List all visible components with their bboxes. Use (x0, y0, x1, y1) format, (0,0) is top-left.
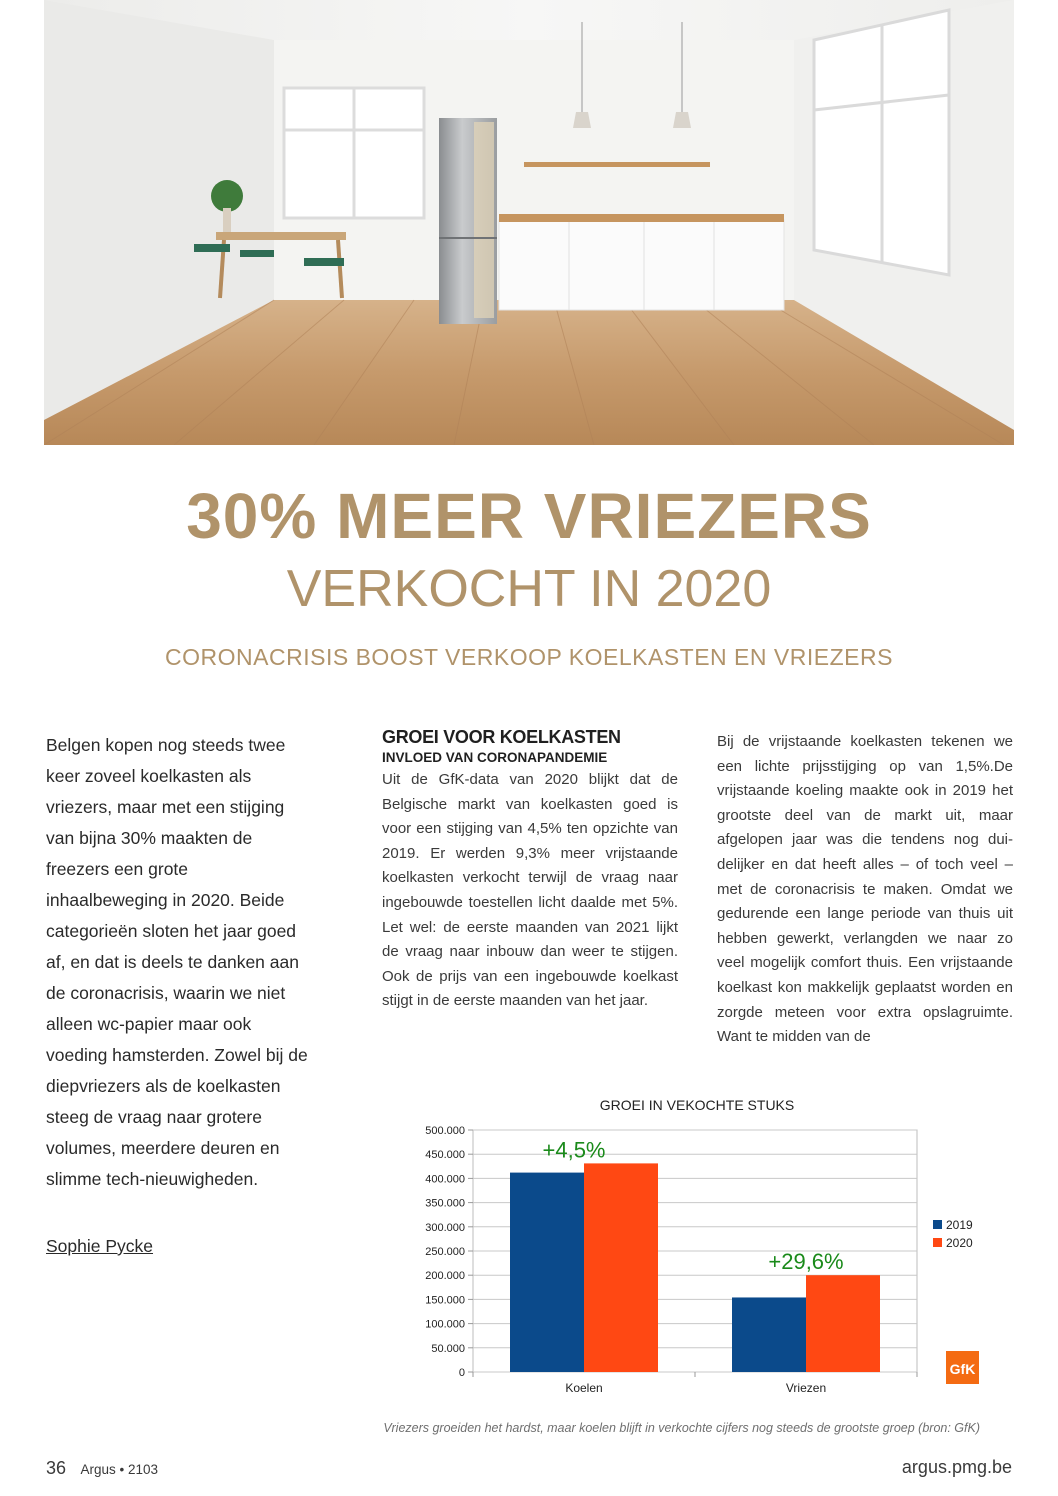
y-tick-label: 200.000 (425, 1270, 465, 1283)
y-tick-label: 0 (458, 1367, 465, 1379)
legend-swatch-2020 (933, 1238, 942, 1247)
x-category-label: Koelen (565, 1381, 603, 1395)
bar-chart (380, 1088, 1020, 1408)
bar-vriezen-2020 (806, 1275, 880, 1372)
bar-chart-svg (380, 1088, 1020, 1408)
gfk-logo-text: GfK (949, 1361, 976, 1377)
footer-url-link[interactable]: argus.pmg.be (901, 1457, 1012, 1477)
page-number: 36 (46, 1458, 67, 1478)
y-tick-label: 100.000 (425, 1318, 465, 1331)
y-tick-label: 350.000 (425, 1197, 465, 1210)
headline-secondary: VERKOCHT IN 2020 (286, 560, 772, 618)
y-tick-label: 250.000 (425, 1246, 465, 1258)
growth-annotation: +29,6% (768, 1249, 844, 1275)
legend-label-2020: 2020 (946, 1236, 973, 1250)
y-tick-label: 500.000 (425, 1125, 465, 1137)
footer-left (46, 1458, 158, 1479)
author-link[interactable]: Sophie Pycke (46, 1236, 154, 1256)
chart-caption: Vriezers groeiden het hardst, maar koelen blijft in verkochte cijfers nog steeds de grootste groep (bron: GfK) (383, 1421, 980, 1435)
article-column-2 (382, 726, 678, 1014)
y-tick-label: 150.000 (425, 1294, 465, 1307)
y-tick-label: 50.000 (431, 1342, 465, 1355)
y-tick-label: 300.000 (425, 1221, 465, 1234)
legend-label-2019: 2019 (946, 1218, 973, 1232)
headline-main: 30% MEER VRIEZERS (186, 480, 872, 552)
section-subtitle: INVLOED VAN CORONAPANDEMIE (382, 750, 608, 765)
hero-photo (44, 0, 1014, 445)
growth-annotation: +4,5% (542, 1137, 606, 1163)
x-category-label: Vriezen (785, 1381, 827, 1395)
magazine-issue: Argus • 2103 (80, 1462, 159, 1477)
gfk-logo (946, 1351, 979, 1384)
bar-koelen-2020 (584, 1163, 658, 1372)
legend-swatch-2019 (933, 1220, 942, 1229)
bar-koelen-2019 (510, 1173, 584, 1372)
intro-paragraph: Belgen kopen nog steeds twee keer zoveel koelkasten als vriezers, maar met een stijging van bijna 30% maakten de freezers een grote inhaalbeweging in 2020. Beide categorieën sloten het jaar goed af, en dat is deels te danken aan de coronacrisis, waarin we niet alleen wc-papier maar ook voeding hamsterden. Zowel bij de diepvriezers als de koelkasten steeg de vraag naar grotere volumes, meerdere deuren en slimme tech-nieuwigheden. (46, 735, 308, 1189)
section-body: Uit de GfK-data van 2020 blijkt dat de Belgische markt van koelkasten goed is voor een stijging van 4,5% ten opzichte van 2019. Er werden 9,3% meer vrijstaande koelkasten verkocht terwijl de vraag naar ingebouwde toestellen licht daalde met 5%. Let wel: de eerste maanden van 2021 lijkt de vraag naar inbouw dan weer te stijgen. Ook de prijs van een ingebouwde koelkast stijgt in de eerste maanden van het jaar. (382, 771, 678, 1010)
article-column-3 (717, 730, 1013, 1050)
y-tick-label: 400.000 (425, 1173, 465, 1186)
bar-vriezen-2019 (732, 1297, 806, 1372)
chart-title: GROEI IN VEKOCHTE STUKS (599, 1097, 795, 1113)
section-title: GROEI VOOR KOELKASTEN (382, 727, 621, 747)
y-tick-label: 450.000 (425, 1149, 465, 1162)
section-body-continued: Bij de vrijstaande koelkasten tekenen we een lichte prijsstijging op van 1,5%.De vrijstaande koeling maakte ook in 2019 het grootste deel van de markt uit, maar afgelopen jaar was die tendens nog duidelijker en dat heeft alles – of toch veel – met de coronacrisis te maken. Omdat we gedurende een lange periode van thuis uit hebben gewerkt, verlangden we naar zo veel mogelijk comfort thuis. Een vrijstaande koelkast kon makkelijk geplaatst worden en zorgde meteen voor extra opslagruimte. Want te midden van de (717, 733, 1013, 1046)
headline-subtitle: CORONACRISIS BOOST VERKOOP KOELKASTEN EN VRIEZERS (165, 644, 893, 670)
